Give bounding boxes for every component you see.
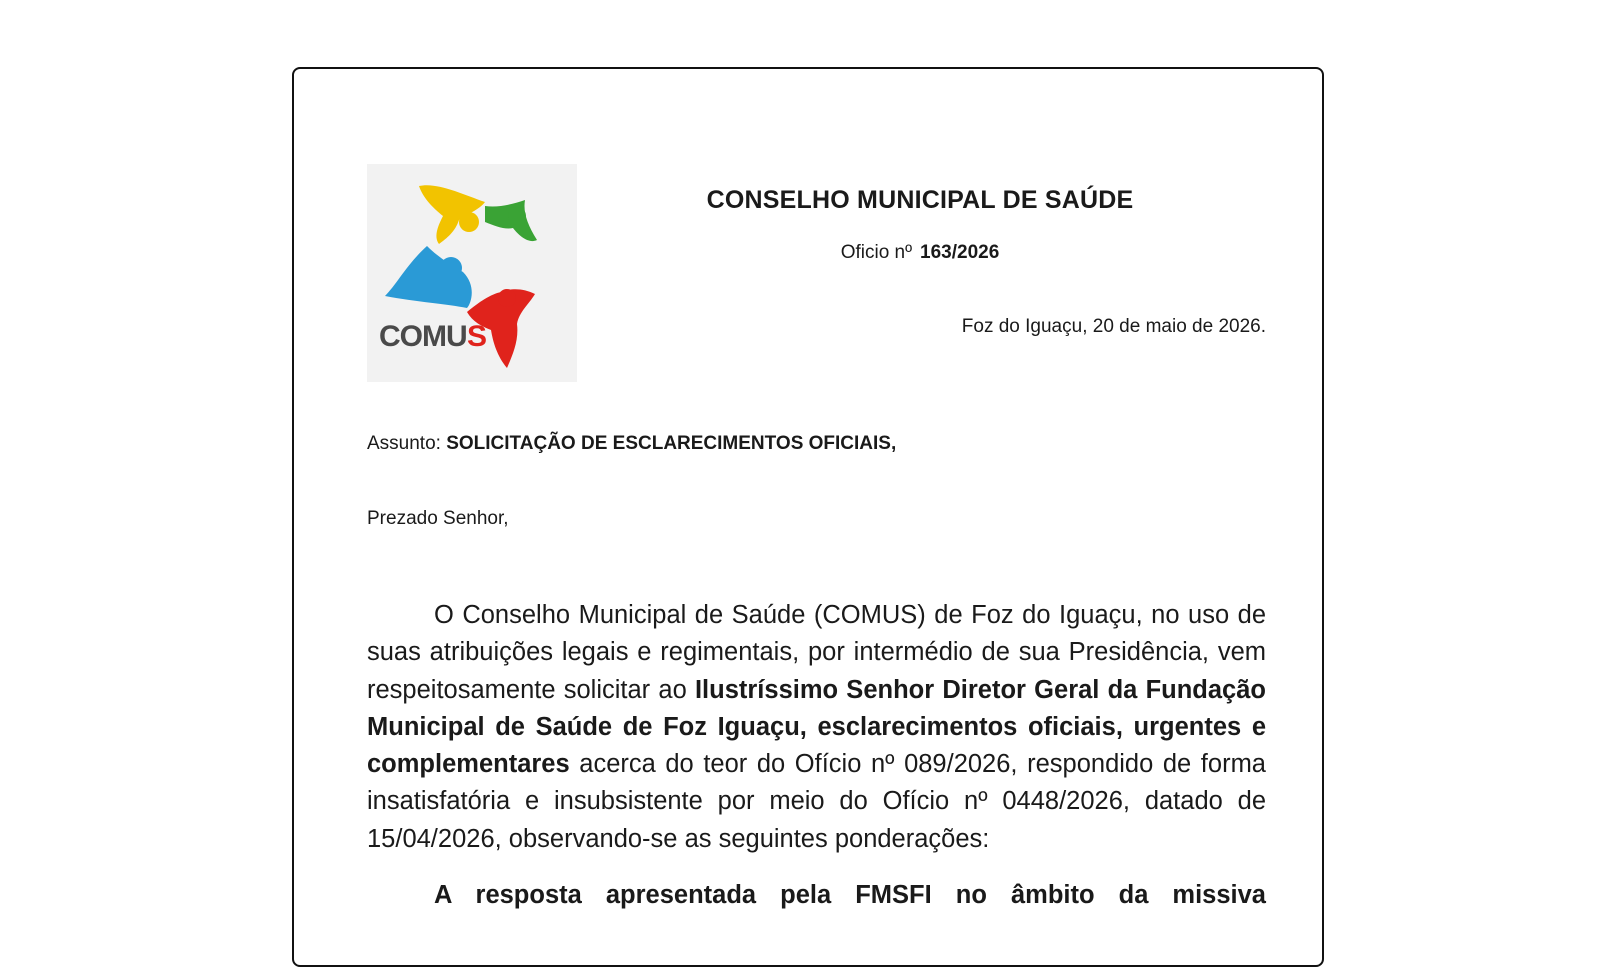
comus-logo-icon bbox=[367, 164, 577, 382]
subject-line bbox=[367, 433, 896, 455]
comus-logo-text: COMU bbox=[379, 320, 467, 353]
subject-value: SOLICITAÇÃO DE ESCLARECIMENTOS OFICIAIS, bbox=[446, 433, 897, 454]
body-paragraph-2: A resposta apresentada pela FMSFI no âmbito da missiva bbox=[434, 881, 1266, 909]
organization-title: CONSELHO MUNICIPAL DE SAÚDE bbox=[706, 186, 1134, 214]
oficio-number: 163/2026 bbox=[920, 242, 1000, 263]
subject-label: Assunto: bbox=[367, 433, 441, 454]
body-paragraph-1 bbox=[367, 597, 1266, 858]
date-line: Foz do Iguaçu, 20 de maio de 2026. bbox=[961, 316, 1266, 337]
comus-logo-text-s: S bbox=[467, 320, 488, 353]
comus-logo bbox=[367, 164, 577, 382]
oficio-number-line bbox=[600, 242, 1240, 264]
body-text-part-1: O Conselho Municipal de Saúde (COMUS) de Foz do Iguaçu, no uso de suas atribuições legais e regimentais, por intermédio de sua Presidência, vem respeitosamente solicitar ao bbox=[367, 601, 1266, 704]
greeting: Prezado Senhor, bbox=[367, 508, 509, 529]
body-text-part-2: acerca do teor do Ofício nº 089/2026, respondido de forma insatisfatória e insubsistente por meio do Ofício nº 0448/2026, datado de 15/04/2026, observando-se as seguintes ponderações: bbox=[367, 750, 1266, 853]
oficio-label: Oficio nº bbox=[840, 242, 913, 263]
body-text-bold: Ilustríssimo Senhor Diretor Geral da Fundação Municipal de Saúde de Foz Iguaçu, esclarecimentos oficiais, urgentes e complementares bbox=[367, 675, 1266, 779]
